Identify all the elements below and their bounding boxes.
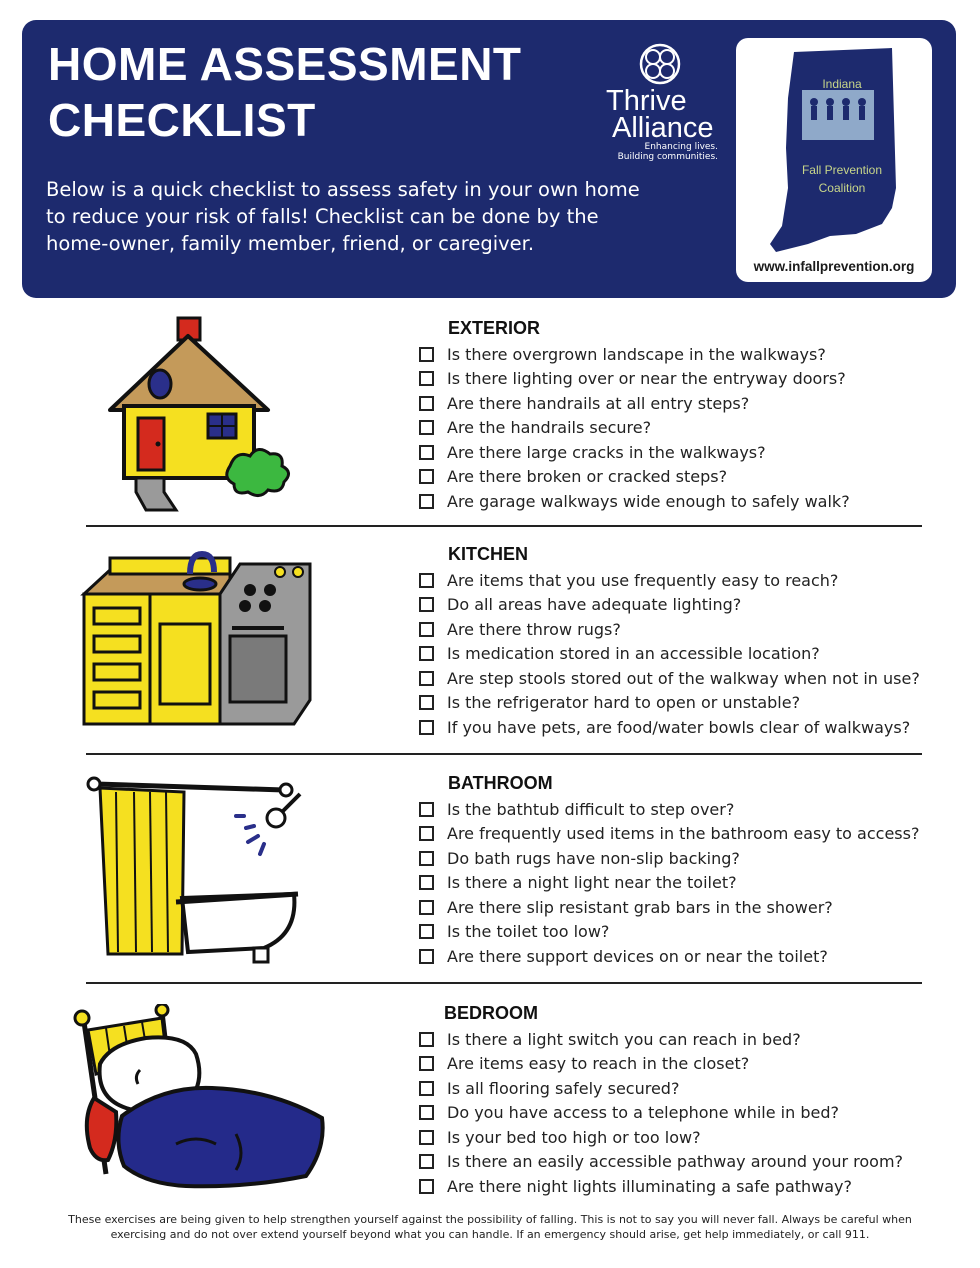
checklist-item-label: Do bath rugs have non-slip backing? [447, 848, 740, 868]
coalition-url[interactable]: www.infallprevention.org [753, 259, 915, 274]
section-heading: BATHROOM [448, 773, 553, 793]
checklist-item-label: Is there an easily accessible pathway around your room? [447, 1152, 904, 1172]
checkbox[interactable] [419, 949, 434, 964]
checklist-item[interactable] [419, 568, 920, 593]
checkbox[interactable] [419, 875, 434, 890]
page-title [48, 36, 522, 148]
checklist [419, 342, 850, 514]
page-title-line2: CHECKLIST [48, 94, 316, 146]
checklist-item-label: Is all flooring safely secured? [447, 1078, 680, 1098]
checklist [419, 797, 919, 969]
checkbox[interactable] [419, 573, 434, 588]
checkbox[interactable] [419, 347, 434, 362]
checkbox[interactable] [419, 900, 434, 915]
checklist-item-label: Are there night lights illuminating a safe pathway? [447, 1176, 853, 1196]
indiana-map-icon [736, 38, 932, 258]
checklist-item[interactable] [419, 797, 919, 822]
section-divider [86, 753, 922, 755]
checklist-item-label: Is there a night light near the toilet? [447, 873, 737, 893]
checklist-item-label: Are there throw rugs? [447, 619, 621, 639]
checkbox[interactable] [419, 671, 434, 686]
checkbox[interactable] [419, 1032, 434, 1047]
checklist-item-label: Is medication stored in an accessible location? [447, 644, 820, 664]
checklist-item[interactable] [419, 1174, 903, 1199]
checklist [419, 1027, 903, 1199]
checklist-item[interactable] [419, 1150, 903, 1175]
section-heading: KITCHEN [448, 544, 528, 564]
checklist-item-label: Is there overgrown landscape in the walkways? [447, 344, 826, 364]
checkbox[interactable] [419, 1130, 434, 1145]
checklist [419, 568, 920, 740]
checkbox[interactable] [419, 826, 434, 841]
logo-name-line1: Thrive [606, 85, 687, 117]
checklist-item[interactable] [419, 1052, 903, 1077]
checkbox[interactable] [419, 622, 434, 637]
checkbox[interactable] [419, 494, 434, 509]
checkbox[interactable] [419, 924, 434, 939]
section-heading: EXTERIOR [448, 318, 541, 338]
checkbox[interactable] [419, 469, 434, 484]
section-divider [86, 982, 922, 984]
checklist-item[interactable] [419, 846, 919, 871]
intro-text: Below is a quick checklist to assess safety in your own home to reduce your risk of falls! Checklist can be done by the home-owner, family member, friend, or caregiver. [46, 178, 640, 255]
checklist-item-label: Is there a light switch you can reach in bed? [447, 1029, 801, 1049]
checkbox[interactable] [419, 371, 434, 386]
checklist-item-label: Is the toilet too low? [447, 922, 610, 942]
logo-name-line2: Alliance [612, 112, 714, 144]
checklist-item-label: Is there lighting over or near the entryway doors? [447, 369, 846, 389]
checkbox[interactable] [419, 1179, 434, 1194]
checklist-item-label: Is the refrigerator hard to open or unstable? [447, 693, 801, 713]
kitchen-illustration [80, 550, 320, 730]
checkbox[interactable] [419, 646, 434, 661]
checkbox[interactable] [419, 1081, 434, 1096]
checklist-item-label: Are there large cracks in the walkways? [447, 442, 766, 462]
checkbox[interactable] [419, 720, 434, 735]
checkbox[interactable] [419, 802, 434, 817]
checkbox[interactable] [419, 1056, 434, 1071]
page-title-line1: HOME ASSESSMENT [48, 38, 522, 90]
checklist-item-label: Are there support devices on or near the toilet? [447, 946, 828, 966]
checklist-item[interactable] [419, 895, 919, 920]
coalition-state: Indiana [822, 77, 862, 91]
checklist-item-label: If you have pets, are food/water bowls clear of walkways? [447, 717, 911, 737]
tagline-line1: Enhancing lives. [644, 142, 718, 152]
checklist-item[interactable] [419, 642, 920, 667]
tagline-line2: Building communities. [617, 152, 718, 162]
checkbox[interactable] [419, 695, 434, 710]
checkbox[interactable] [419, 1105, 434, 1120]
checklist-item[interactable] [419, 342, 850, 367]
checklist-item[interactable] [419, 391, 850, 416]
checkbox[interactable] [419, 420, 434, 435]
checklist-item[interactable] [419, 920, 919, 945]
checklist-item-label: Is your bed too high or too low? [447, 1127, 701, 1147]
bathtub-illustration [84, 768, 314, 968]
checkbox[interactable] [419, 597, 434, 612]
checklist-item-label: Are items easy to reach in the closet? [447, 1054, 750, 1074]
checklist-item-label: Are the handrails secure? [447, 418, 652, 438]
checklist-item-label: Are there handrails at all entry steps? [447, 393, 750, 413]
section-divider [86, 525, 922, 527]
checkbox[interactable] [419, 445, 434, 460]
checklist-item-label: Are there slip resistant grab bars in the shower? [447, 897, 833, 917]
knot-icon [638, 42, 682, 86]
footer-disclaimer: These exercises are being given to help strengthen yourself against the possibility of falling. This is not to say you will never fall. Always be careful when exercising and do not over extend yourself beyond what you can handle. If an emergency should arise, get help immediately, or call 911. [68, 1213, 912, 1241]
checkbox[interactable] [419, 1154, 434, 1169]
checklist-item-label: Are step stools stored out of the walkway when not in use? [447, 668, 920, 688]
checklist-item[interactable] [419, 691, 920, 716]
checklist-item[interactable] [419, 593, 920, 618]
checklist-item-label: Are items that you use frequently easy to reach? [447, 570, 839, 590]
checklist-item[interactable] [419, 1027, 903, 1052]
checklist-item[interactable] [419, 1125, 903, 1150]
checklist-item-label: Are frequently used items in the bathroom easy to access? [447, 824, 920, 844]
checkbox[interactable] [419, 851, 434, 866]
checklist-item[interactable] [419, 871, 919, 896]
coalition-panel [736, 38, 932, 282]
coalition-line2: Coalition [818, 181, 866, 195]
thrive-alliance-name [606, 85, 714, 144]
checklist-item[interactable] [419, 822, 919, 847]
thrive-alliance-tagline [606, 142, 718, 162]
checklist-item-label: Do all areas have adequate lighting? [447, 595, 742, 615]
checklist-item[interactable] [419, 416, 850, 441]
thrive-alliance-logo [598, 40, 728, 170]
checklist-item[interactable] [419, 1101, 903, 1126]
checklist-item-label: Are garage walkways wide enough to safely walk? [447, 491, 850, 511]
house-illustration [106, 316, 296, 512]
checklist-item[interactable] [419, 1076, 903, 1101]
checkbox[interactable] [419, 396, 434, 411]
bed-illustration [66, 1004, 336, 1200]
coalition-line1: Fall Prevention [801, 163, 883, 177]
checklist-item[interactable] [419, 666, 920, 691]
checklist-item[interactable] [419, 944, 919, 969]
checklist-item-label: Do you have access to a telephone while in bed? [447, 1103, 839, 1123]
checklist-item[interactable] [419, 367, 850, 392]
checklist-item-label: Is the bathtub difficult to step over? [447, 799, 735, 819]
checklist-item[interactable] [419, 489, 850, 514]
checklist-item[interactable] [419, 715, 920, 740]
checklist-item-label: Are there broken or cracked steps? [447, 467, 728, 487]
checklist-item[interactable] [419, 440, 850, 465]
checklist-item[interactable] [419, 617, 920, 642]
checklist-item[interactable] [419, 465, 850, 490]
section-heading: BEDROOM [444, 1003, 538, 1023]
